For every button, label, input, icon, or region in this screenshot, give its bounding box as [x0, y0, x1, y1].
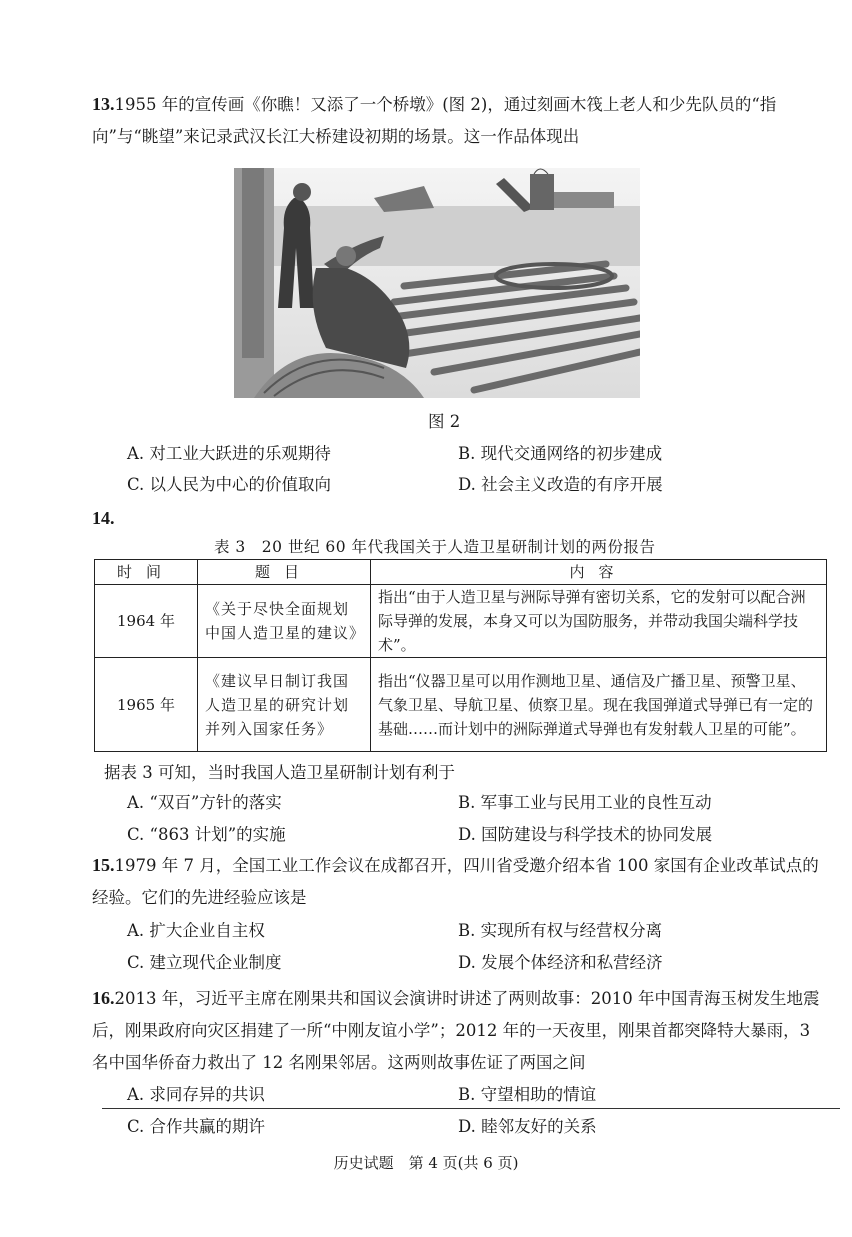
q13-option-a[interactable]: A. 对工业大跃进的乐观期待 [127, 444, 331, 463]
table-row [95, 585, 827, 658]
figure-caption: 图 2 [428, 412, 461, 431]
question-13-stem [92, 88, 830, 153]
q13-option-b[interactable]: B. 现代交通网络的初步建成 [458, 444, 663, 463]
q15-option-c[interactable]: C. 建立现代企业制度 [127, 953, 282, 972]
question-number: 14. [92, 508, 115, 528]
question-16-stem [92, 982, 830, 1079]
q16-option-d[interactable]: D. 睦邻友好的关系 [458, 1117, 597, 1136]
q14-option-a[interactable]: A. “双百”方针的落实 [127, 793, 282, 812]
q14-option-c[interactable]: C. “863 计划”的实施 [127, 825, 286, 844]
q15-option-d[interactable]: D. 发展个体经济和私营经济 [458, 953, 663, 972]
q16-option-a[interactable]: A. 求同存异的共识 [127, 1085, 265, 1104]
cell-content: 指出“由于人造卫星与洲际导弹有密切关系，它的发射可以配合洲际导弹的发展，本身又可以为国防服务，并带动我国尖端科学技术”。 [371, 585, 827, 658]
question-number: 15. [92, 855, 115, 875]
table-row [95, 658, 827, 752]
table-header-row [95, 560, 827, 585]
cell-title: 《建议早日制订我国人造卫星的研究计划并列入国家任务》 [198, 658, 371, 752]
header-time: 时间 [95, 560, 198, 585]
cell-time: 1964 年 [95, 585, 198, 658]
question-number: 16. [92, 988, 115, 1008]
q13-option-c[interactable]: C. 以人民为中心的价值取向 [127, 475, 332, 494]
table-caption: 表 3 20 世纪 60 年代我国关于人造卫星研制计划的两份报告 [214, 538, 656, 556]
q15-option-a[interactable]: A. 扩大企业自主权 [127, 921, 265, 940]
question-number: 13. [92, 94, 115, 114]
q14-option-d[interactable]: D. 国防建设与科学技术的协同发展 [458, 825, 713, 844]
cell-title: 《关于尽快全面规划中国人造卫星的建议》 [198, 585, 371, 658]
q16-option-b[interactable]: B. 守望相助的情谊 [458, 1085, 597, 1104]
question-text: 2013 年，习近平主席在刚果共和国议会演讲时讲述了两则故事：2010 年中国青海玉树发生地震后，刚果政府向灾区捐建了一所“中刚友谊小学”；2012 年的一天夜里，刚果首都突降特大暴雨，3 名中国华侨奋力救出了 12 名刚果邻居。这两则故事佐证了两国之间 [92, 989, 820, 1072]
cell-time: 1965 年 [95, 658, 198, 752]
q13-option-d[interactable]: D. 社会主义改造的有序开展 [458, 475, 663, 494]
q16-option-c[interactable]: C. 合作共赢的期许 [127, 1117, 266, 1136]
header-title: 题目 [198, 560, 371, 585]
q15-option-b[interactable]: B. 实现所有权与经营权分离 [458, 921, 663, 940]
question-14-number [92, 502, 830, 535]
question-text: 1979 年 7 月，全国工业工作会议在成都召开，四川省受邀介绍本省 100 家国有企业改革试点的经验。它们的先进经验应该是 [92, 856, 819, 907]
propaganda-painting-image [234, 168, 640, 398]
satellite-reports-table [94, 559, 827, 752]
header-content: 内容 [371, 560, 827, 585]
question-14-stem: 据表 3 可知，当时我国人造卫星研制计划有利于 [104, 763, 455, 782]
divider [102, 1108, 840, 1109]
q14-option-b[interactable]: B. 军事工业与民用工业的良性互动 [458, 793, 712, 812]
question-text: 1955 年的宣传画《你瞧！又添了一个桥墩》(图 2)，通过刻画木筏上老人和少先队员的“指向”与“眺望”来记录武汉长江大桥建设初期的场景。这一作品体现出 [92, 95, 777, 146]
cell-content: 指出“仪器卫星可以用作测地卫星、通信及广播卫星、预警卫星、气象卫星、导航卫星、侦察卫星。现在我国弹道式导弹已有一定的基础……而计划中的洲际弹道式导弹也有发射载人卫星的可能”。 [371, 658, 827, 752]
page-footer: 历史试题 第 4 页(共 6 页) [333, 1154, 519, 1172]
question-15-stem [92, 849, 830, 914]
